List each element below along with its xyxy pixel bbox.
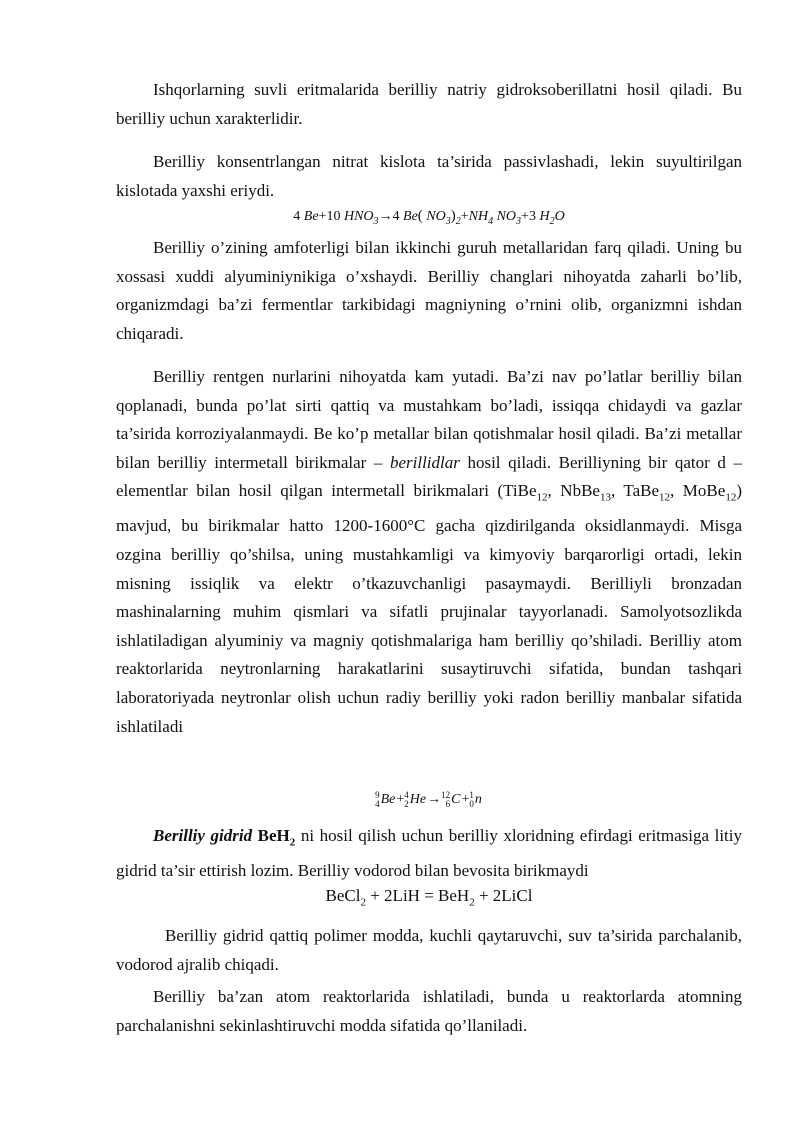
paragraph-5: Berilliy gidrid BeH$_2$ ni hosil qilish uchun berilliy xloridning efirdagi eritmasiga litiy gidrid ta’sir ettirish lozim. Berilliy vodorod bilan bevosita birikmaydi bbox=[116, 826, 743, 880]
paragraph-1: Ishqorlarning suvli eritmalarida berilliy natriy gidroksoberillatni hosil qiladi. Bu berilliy uchun xarakterlidir. bbox=[116, 80, 742, 128]
paragraph-3: Berilliy o’zining amfoterligi bilan ikkinchi guruh metallaridan farq qiladi. Uning bu xossasi xuddi alyuminiynikiga o’xshaydi. Berilliy changlari nihoyatda zaharli bo’lib, organizmdagi ba’zi fermentlar tarkibidagi magniyning o’rnini olib, organizmni ishdan chiqaradi. bbox=[116, 238, 742, 343]
equation-nitric-acid: 4 Be+10 $HNO_3\to 4$ Be( $NO_3)_2+NH_4$ $NO_3+3$ $H_2O$ bbox=[293, 208, 565, 227]
paragraph-6: Berilliy gidrid qattiq polimer modda, kuchli qaytaruvchi, suv ta’sirida parchalanib, vodorod ajralib chiqadi. bbox=[116, 926, 742, 974]
paragraph-4: Berilliy rentgen nurlarini nihoyatda kam yutadi. Ba’zi nav po’latlar berilliy bilan qoplanadi, bunda po’lat sirti qattiq va mustahkam bo’ladi, issiqqa chidaydi va gazlar ta’sirida korroziyalanmaydi. Be ko’p metallar bilan qotishmalar hosil qiladi. Ba’zi metallar bilan berilliy intermetall birikmalar – berillidlar hosil qiladi. Berilliyning bir qator d – elementlar bilan hosil qilgan intermetall birikmalari (TiBe$_{12}$, NbBe$_{13}$, TaBe$_{12}$, MoBe$_{12}$) mavjud, bu birikmalar hatto 1200-1600°C gacha qizdirilganda oksidlanmaydi. Misga ozgina berilliy qo’shilsa, uning mustahkamligi va kimyoviy barqarorligi ortadi, lekin misning issiqlik va elektr o’tkazuvchanligi pasaymaydi. Berilliyli bronzadan mashinalarning muhim qismlari va sifatli prujinalar tayyorlanadi. Samolyotsozlikda ishlatiladigan alyuminiy va magniy qotishmalariga ham berilliy qo’shiladi. Berilliy atom reaktorlarida neytronlarning harakatlarini susaytiruvchi sifatida, bundan tashqari laboratoriyada neytronlar olish uchun radiy berilliy yoki radon berilliy manbalar sifatida ishlatiladi bbox=[116, 367, 742, 736]
paragraph-7: Berilliy ba’zan atom reaktorlarida ishlatiladi, bunda u reaktorlarda atomning parchalanishni sekinlashtiruvchi modda sifatida qo’llaniladi. bbox=[116, 987, 742, 1035]
equation-becl2: BeCl$_2$ + 2LiH = BeH$_2$ + 2LiCl bbox=[325, 886, 533, 909]
equation-nuclear: 9 4 Be+ 4 2 He→ 12 6 C+ 1 0 n bbox=[375, 789, 482, 809]
term-berillidlar: berillidlar bbox=[389, 452, 460, 472]
term-berilliy-gidrid: Berilliy gidrid bbox=[153, 826, 253, 845]
paragraph-2: Berilliy konsentrlangan nitrat kislota ta’sirida passivlashadi, lekin suyultirilgan kislotada yaxshi eriydi. bbox=[116, 152, 742, 200]
